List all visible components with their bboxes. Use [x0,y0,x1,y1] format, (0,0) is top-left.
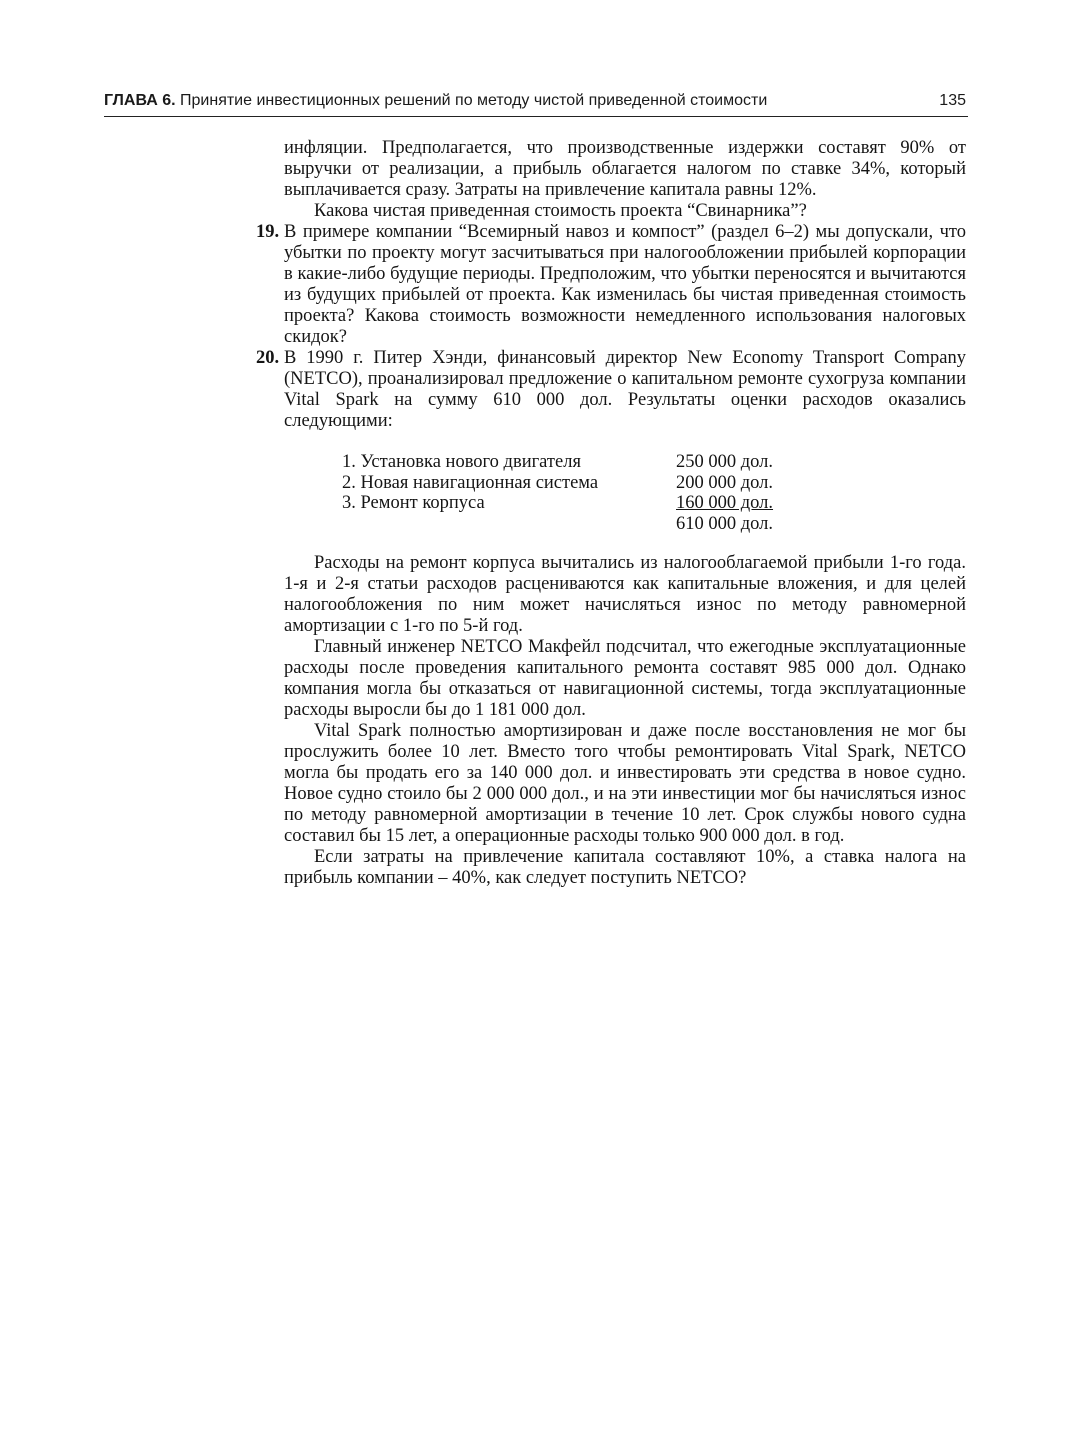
total-amount: 610 000 дол. [676,513,774,534]
table-total-row [342,514,773,535]
continuation-paragraph: инфляции. Предполагается, что производственные издержки составят 90% от выручки от реализации, а прибыль облагается налогом по ставке 34%, который выплачивается сразу. Затраты на привлечение капитала равны 12%. [284,138,966,200]
question-paragraph: Какова чистая приведенная стоимость проекта “Свинарника”? [314,201,807,221]
paragraph: Vital Spark полностью амортизирован и даже после восстановления не мог бы прослужить более 10 лет. Вместо того чтобы ремонтировать Vital Spark, NETCO могла бы продать его за 140 000 дол. и инвестировать эти средства в новое судно. Новое судно стоило бы 2 000 000 дол., и на эти инвестиции мог бы начисляться износ по методу равномерной амортизации в течение 10 лет. Срок службы нового судна составил бы 15 лет, а операционные расходы только 900 000 дол. в год. [284,721,966,846]
paragraph: Расходы на ремонт корпуса вычитались из налогооблагаемой прибыли 1-го года. 1-я и 2-я статьи расходов расцениваются как капитальные вложения, и для целей налогообложения по ним может начисляться износ по методу равномерной амортизации с 1-го по 5-й год. [284,553,966,636]
cost-label: 1. Установка нового двигателя [342,452,581,472]
chapter-label: ГЛАВА 6. [104,92,176,109]
cost-amount: 250 000 дол. [676,452,774,472]
table-row [342,493,773,514]
problem-20-continuation [284,553,966,889]
problem-text: В 1990 г. Питер Хэнди, финансовый директор New Economy Transport Company (NETCO), проанализировал предложение о капитальном ремонте сухогруза компании Vital Spark на сумму 610 000 дол. Результаты оценки расходов оказались следующими: [284,348,966,431]
table-row [342,473,773,494]
paragraph: Если затраты на привлечение капитала составляют 10%, а ставка налога на прибыль компании – 40%, как следует поступить NETCO? [284,847,966,888]
page-body [256,138,966,889]
cost-amount: 160 000 дол. [676,493,774,513]
cost-amount: 200 000 дол. [676,472,774,493]
chapter-title [104,92,767,110]
problem-19 [256,222,966,348]
problem-text: В примере компании “Всемирный навоз и компост” (раздел 6–2) мы допускали, что убытки по проекту могут засчитываться при налогообложении прибылей корпорации в какие-либо будущие периоды. Предположим, что убытки переносятся и вычитаются из будущих прибылей от проекта. Как изменилась бы чистая приведенная стоимость проекта? Какова стоимость возможности немедленного использования налоговых скидок? [284,222,966,347]
running-head [104,92,966,110]
cost-label: 2. Новая навигационная система [342,472,599,493]
problem-number: 20. [256,348,280,368]
problem-number: 19. [256,222,280,242]
total-label [342,514,676,535]
problem-20 [256,348,966,889]
cost-label: 3. Ремонт корпуса [342,493,485,513]
page-number: 135 [939,92,966,109]
chapter-name: Принятие инвестиционных решений по методу чистой приведенной стоимости [180,92,768,109]
table-row [342,452,773,473]
intro-block [256,138,966,222]
paragraph: Главный инженер NETCO Макфейл подсчитал, что ежегодные эксплуатационные расходы после проведения капитального ремонта составят 985 000 дол. Однако компания могла бы отказаться от навигационной системы, тогда эксплуатационные расходы выросли бы до 1 181 000 дол. [284,637,966,720]
header-rule [104,116,968,117]
cost-table [342,452,773,534]
